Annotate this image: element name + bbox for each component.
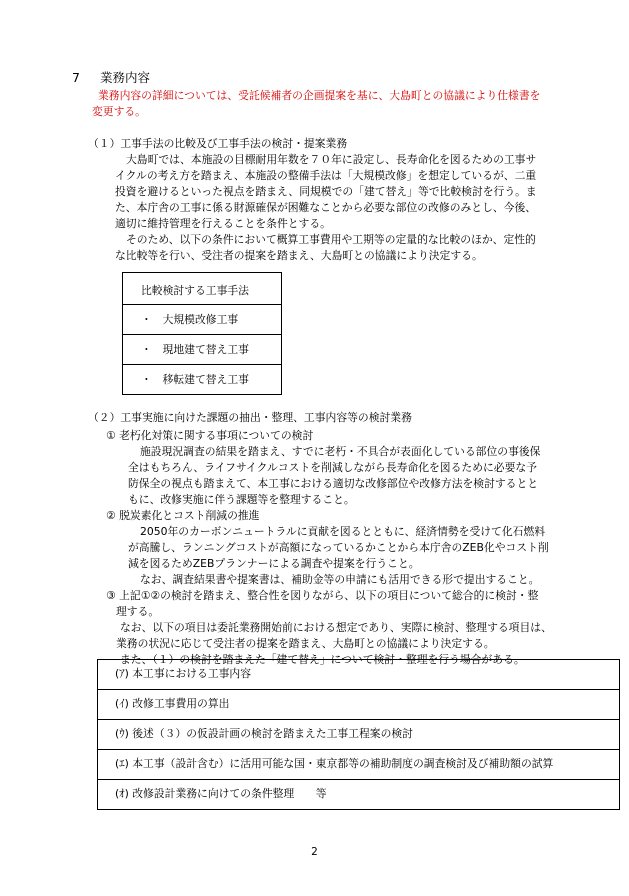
item2-line: なお、調査結果書や提案書は、補助金等の申請にも活用できる形で提出すること。 — [140, 573, 540, 586]
method-table-row-label: ・ 移転建て替え工事 — [141, 373, 249, 386]
work-item-row — [97, 779, 620, 810]
part1-p1-line: た、本庁舎の工事に係る財源確保が困難なことから必要な部位の改修のみとし、今後、 — [115, 201, 537, 214]
item2-line: が高騰し、ランニングコストが高額になっているかことから本庁舎のZEB化やコスト削 — [128, 541, 549, 554]
item1-line: 防保全の視点も踏まえて、本工事における適切な改修部位や改修方法を検討するとと — [128, 477, 539, 490]
item3-line: また、（１）の検討を踏まえた「建て替え」について検討・整理を行う場合がある。 — [120, 653, 525, 666]
method-table-row-label: ・ 現地建て替え工事 — [141, 343, 249, 356]
work-item-row — [97, 749, 620, 780]
work-item-row — [97, 659, 620, 690]
part1-p2-line: な比較等を行い、受注者の提案を踏まえ、大島町との協議により決定する。 — [115, 249, 483, 262]
work-item-row — [97, 719, 620, 750]
item2-line: 減を図るためZEBプランナーによる調査や提案を行うこと。 — [128, 557, 420, 570]
method-table-row — [123, 304, 281, 335]
method-table-row — [123, 364, 281, 395]
item3-title: ③ 上記①②の検討を踏まえ、整合性を図りながら、以下の項目について総合的に検討・整 — [106, 589, 539, 602]
item3-line: なお、以下の項目は委託業務開始前における想定であり、実際に検討、整理する項目は、 — [120, 621, 552, 634]
part1-p2-line: そのため、以下の条件において概算工事費用や工期等の定量的な比較のほか、定性的 — [126, 233, 536, 246]
item3-line: 理する。 — [116, 605, 160, 618]
page-number: 2 — [311, 846, 318, 858]
method-table-row — [123, 334, 281, 365]
item1-line: 全はもちろん、ライフサイクルコストを削減しながら長寿命化を図るために必要な予 — [128, 461, 537, 474]
work-item-label: (ｲ) 改修工事費用の算出 — [115, 697, 230, 710]
part1-heading: （１）工事手法の比較及び工事手法の検討・提案業務 — [88, 137, 348, 150]
section-title: 業務内容 — [100, 70, 151, 85]
part1-p1-line: イクルの考え方を踏まえ、本施設の整備手法は「大規模改修」を想定しているが、二重 — [115, 169, 537, 182]
section-number: 7 — [72, 70, 80, 85]
item1-title: ① 老朽化対策に関する事項についての検討 — [106, 429, 314, 442]
part1-p1-line: 投資を避けるといった視点を踏まえ、同規模での「建て替え」等で比較検討を行う。ま — [115, 185, 537, 198]
note-line-2: 変更する。 — [92, 105, 146, 118]
item1-line: もに、改修実施に伴う課題等を整理すること。 — [128, 493, 355, 506]
item2-title: ② 脱炭素化とコスト削減の推進 — [106, 509, 260, 522]
item1-line: 施設現況調査の結果を踏まえ、すでに老朽・不具合が表面化している部位の事後保 — [140, 445, 541, 458]
item2-line: 2050年のカーボンニュートラルに貢献を図るとともに、経済情勢を受けて化石燃料 — [140, 525, 546, 538]
method-table-header: 比較検討する工事手法 — [141, 284, 249, 297]
work-item-label: (ｴ) 本工事（設計含む）に活用可能な国・東京都等の補助制度の調査検討及び補助額の試算 — [115, 757, 554, 770]
item3-line: 業務の状況に応じて受注者の提案を踏まえ、大島町との協議により決定する。 — [116, 637, 495, 650]
work-item-label: (ｱ) 本工事における工事内容 — [115, 667, 252, 680]
part1-p1-line: 適切に維持管理を行えることを条件とする。 — [115, 217, 331, 230]
method-table-row-label: ・ 大規模改修工事 — [141, 313, 239, 326]
work-item-label: (ｳ) 後述（３）の仮設計画の検討を踏まえた工事工程案の検討 — [115, 727, 413, 740]
part2-heading: （２）工事実施に向けた課題の抽出・整理、工事内容等の検討業務 — [88, 411, 412, 424]
work-item-row — [97, 689, 620, 720]
work-item-label: (ｵ) 改修設計業務に向けての条件整理 等 — [115, 787, 327, 800]
note-line-1: 業務内容の詳細については、受託候補者の企画提案を基に、大島町との協議により仕様書を — [98, 89, 541, 102]
part1-p1-line: 大島町では、本施設の目標耐用年数を７０年に設定し、長寿命化を図るための工事サ — [126, 153, 537, 166]
method-comparison-table — [122, 272, 282, 395]
